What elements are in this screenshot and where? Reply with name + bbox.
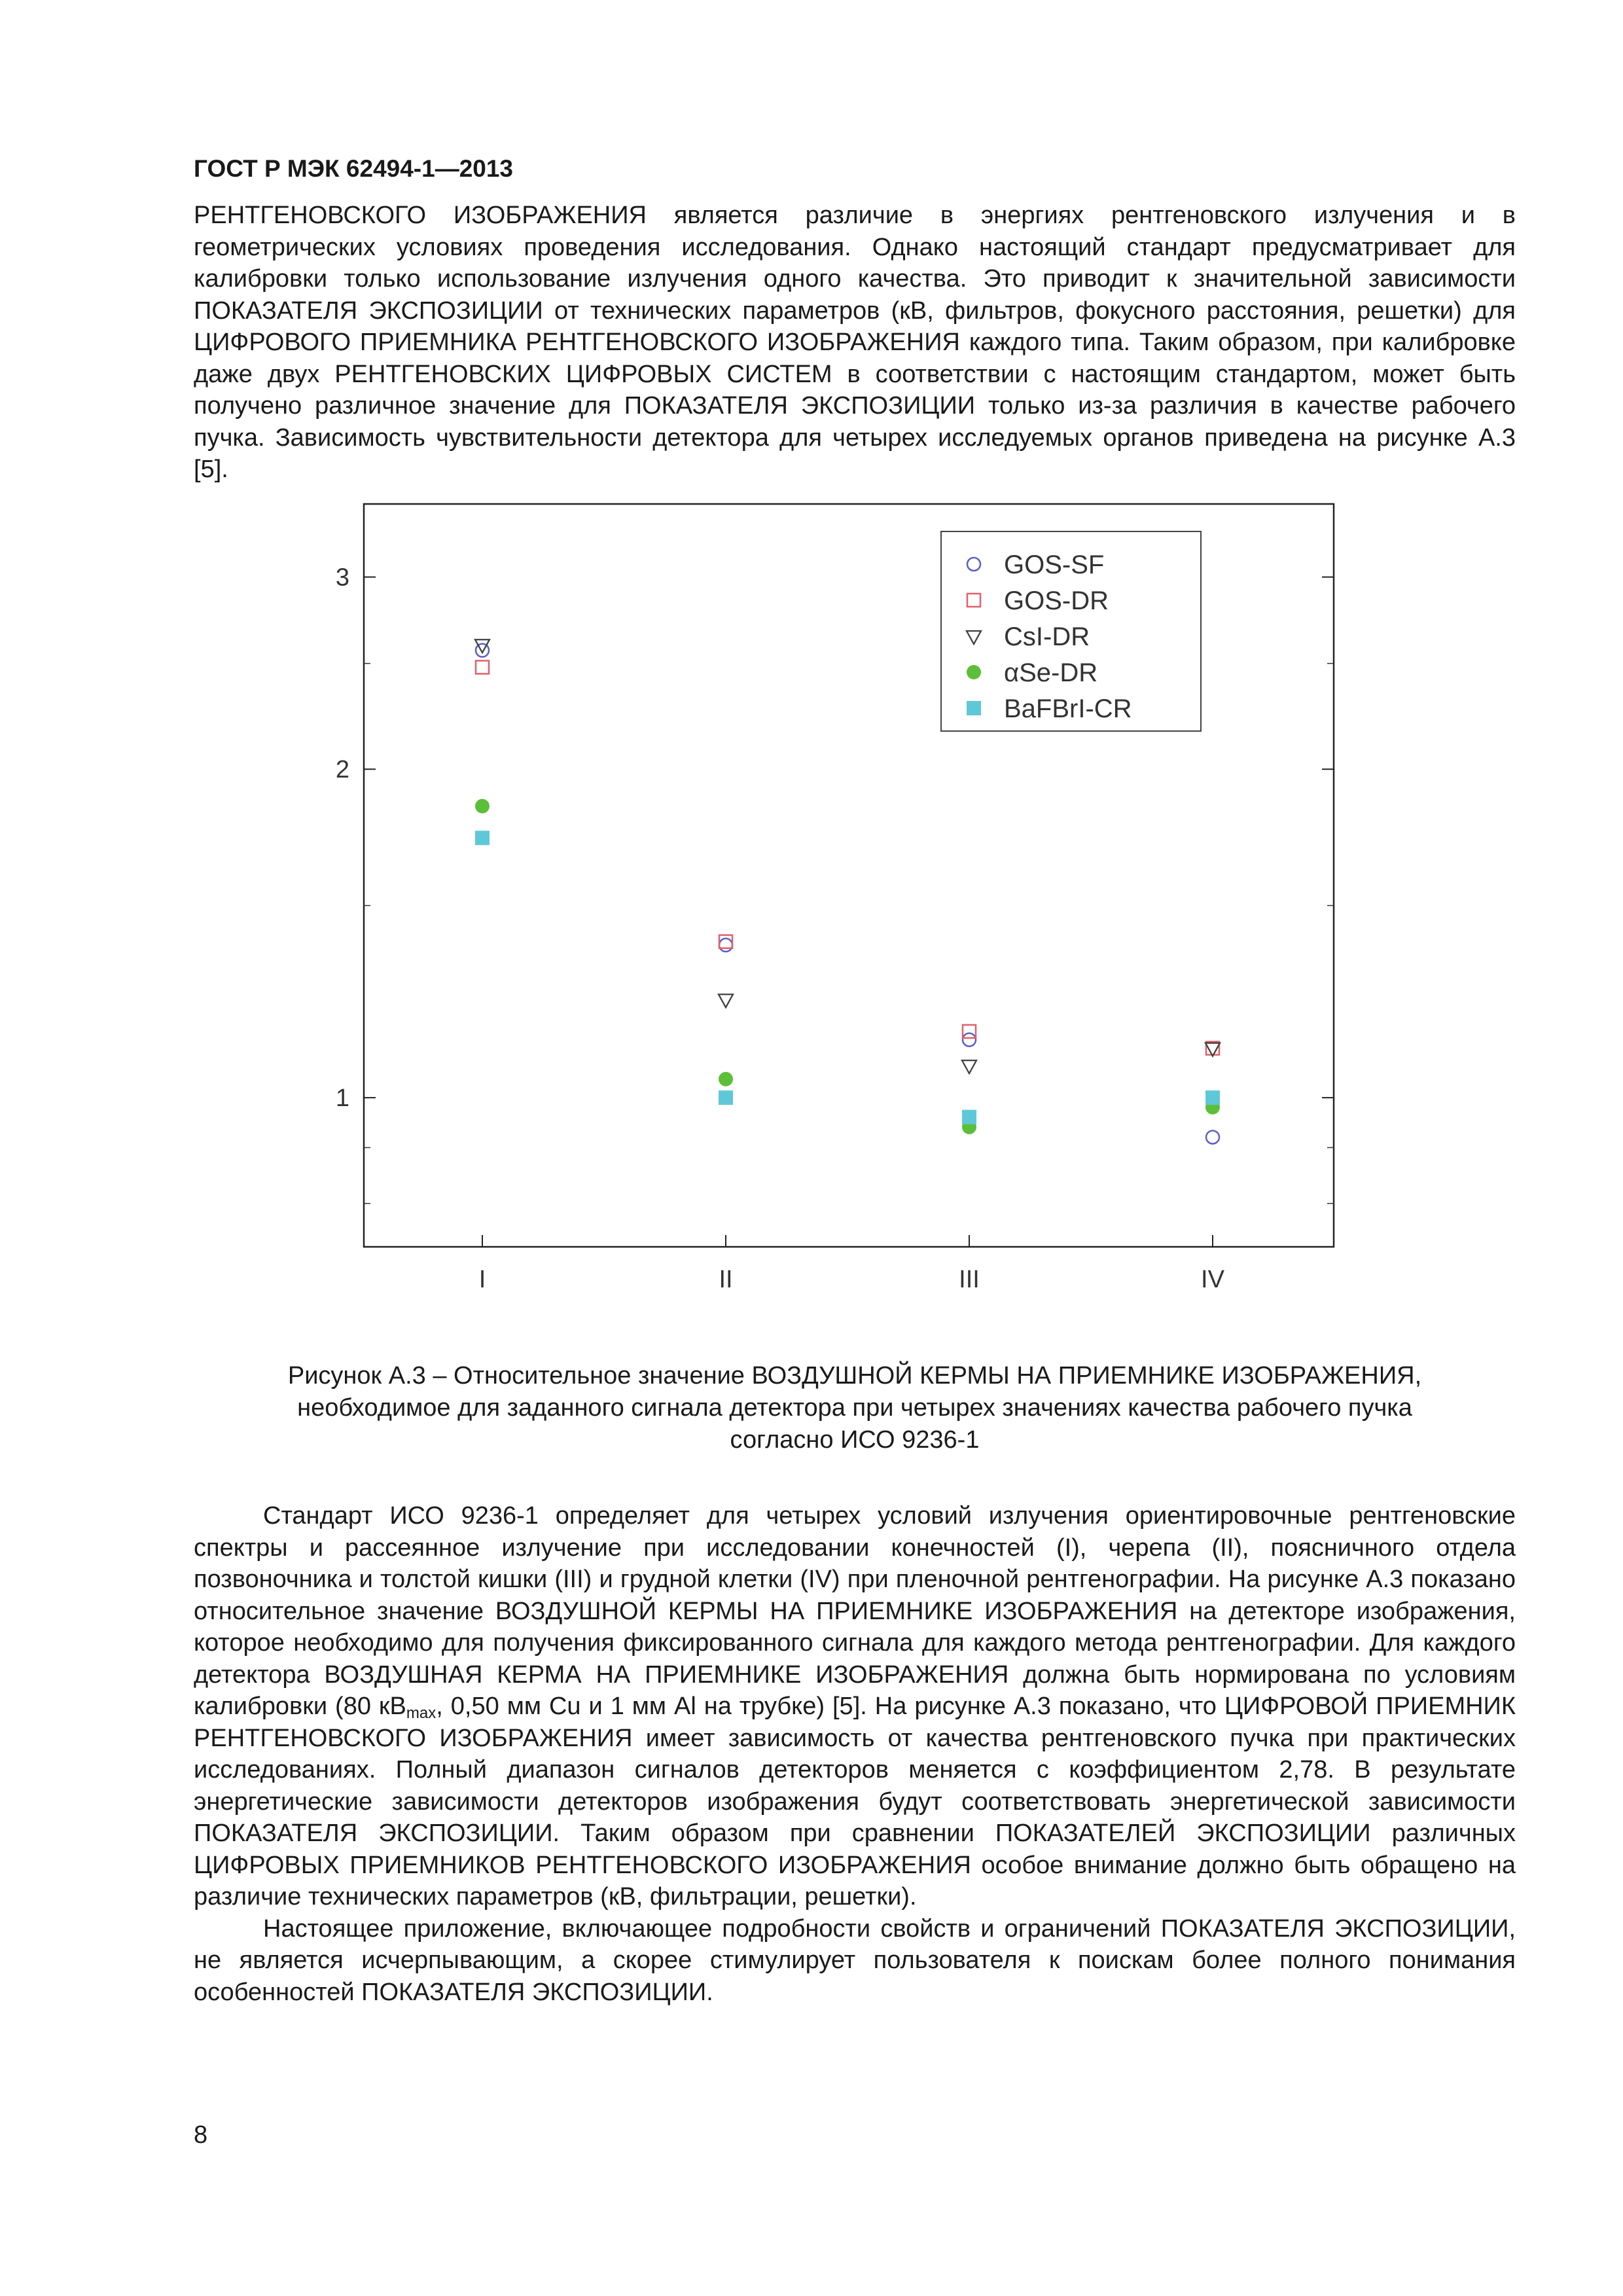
body-paragraph-1-part1: Стандарт ИСО 9236-1 определяет для четырех условий излучения ориентировочные рентгеновские спектры и рассеянное излучение при исследовании конечностей (I), черепа (II), поясничного отдела позвоночника и толстой кишки (III) и грудной клетки (IV) при пленочной рентгенографии. На рисунке А.3 показано относительное значение ВОЗДУШНОЙ КЕРМЫ НА ПРИЕМНИКЕ ИЗОБРАЖЕНИЯ на детекторе изображения, которое необходимо для получения фиксированного сигнала для каждого метода рентгенографии. Для каждого детектора ВОЗДУШНАЯ КЕРМА НА ПРИЕМНИКЕ ИЗОБРАЖЕНИЯ должна быть нормирована по условиям калибровки (80 кВ [194,1502,1516,1720]
point-gos-dr [719,935,732,948]
y-tick-label: 3 [335,564,349,592]
x-tick-label: II [719,1266,733,1293]
point--se-dr [719,1072,733,1086]
point-gos-sf [719,939,732,952]
point-gos-sf [1206,1130,1219,1143]
intro-paragraph: РЕНТГЕНОВСКОГО ИЗОБРАЖЕНИЯ является различие в энергиях рентгеновского излучения и в геометрических условиях проведения исследования. Однако настоящий стандарт предусматривает для калибровки только использование излучения одного качества. Это приводит к значительной зависимости ПОКАЗАТЕЛЯ ЭКСПОЗИЦИИ от технических параметров (кВ, фильтров, фокусного расстояния, решетки) для ЦИФРОВОГО ПРИЕМНИКА РЕНТГЕНОВСКОГО ИЗОБРАЖЕНИЯ каждого типа. Таким образом, при калибровке даже двух РЕНТГЕНОВСКИХ ЦИФРОВЫХ СИСТЕМ в соответствии с настоящим стандартом, может быть получено различное значение для ПОКАЗАТЕЛЯ ЭКСПОЗИЦИИ только из-за различия в качестве рабочего пучка. Зависимость чувствительности детектора для четырех исследуемых органов приведена на рисунке А.3 [5]. [194,202,1516,483]
document-header: ГОСТ Р МЭК 62494-1—2013 [194,155,514,182]
caption-line-2: необходимое для заданного сигнала детектора при четырех значениях качества рабочего пучка [297,1394,1412,1422]
caption-line-3: согласно ИСО 9236-1 [730,1426,980,1454]
y-tick-label: 1 [335,1085,349,1113]
point-gos-dr [476,660,489,673]
point-csi-dr [962,1060,976,1073]
legend-label: CsI-DR [1004,622,1090,651]
point-gos-sf [963,1033,976,1047]
figure-a3 [288,488,1361,1319]
body-paragraph-2: Настоящее приложение, включающее подробности свойств и ограничений ПОКАЗАТЕЛЯ ЭКСПОЗИЦИИ, не является исчерпывающим, а скорее стимулирует пользователя к поискам более полного понимания особенностей ПОКАЗАТЕЛЯ ЭКСПОЗИЦИИ. [194,1914,1516,2006]
x-tick-label: I [478,1266,486,1293]
kv-subscript: max [406,1704,437,1722]
point-csi-dr [719,994,733,1007]
caption-line-1: Рисунок А.3 – Относительное значение ВОЗДУШНОЙ КЕРМЫ НА ПРИЕМНИКЕ ИЗОБРАЖЕНИЯ, [287,1362,1422,1390]
body-text [194,1500,1516,2008]
point-bafbri-cr [719,1090,733,1105]
figure-caption [194,1360,1516,1456]
legend-marker [967,701,981,715]
x-tick-label: IV [1201,1266,1224,1293]
y-tick-label: 2 [335,756,349,784]
legend-label: BaFBrI-CR [1004,694,1132,723]
legend-label: GOS-SF [1004,550,1105,579]
point-bafbri-cr [475,831,490,845]
point--se-dr [475,799,490,814]
page-number: 8 [194,2121,208,2149]
body-paragraph-1 [194,1500,1516,1913]
point-bafbri-cr [962,1110,976,1124]
x-tick-label: III [959,1266,980,1293]
legend-marker [967,665,981,679]
legend-label: GOS-DR [1004,586,1109,615]
legend-label: αSe-DR [1004,658,1098,687]
body-paragraph-1-part2: , 0,50 мм Cu и 1 мм Al на трубке) [5]. На рисунке А.3 показано, что ЦИФРОВОЙ ПРИЕМНИК РЕНТГЕНОВСКОГО ИЗОБРАЖЕНИЯ имеет зависимость от качества рентгеновского пучка при практических исследованиях. Полный диапазон сигналов детекторов меняется с коэффициентом 2,78. В результате энергетические зависимости детекторов изображения будут соответствовать энергетической зависимости ПОКАЗАТЕЛЯ ЭКСПОЗИЦИИ. Таким образом при сравнении ПОКАЗАТЕЛЕЙ ЭКСПОЗИЦИИ различных ЦИФРОВЫХ ПРИЕМНИКОВ РЕНТГЕНОВСКОГО ИЗОБРАЖЕНИЯ особое внимание должно быть обращено на различие технических параметров (кВ, фильтрации, решетки). [194,1693,1516,1910]
point-bafbri-cr [1205,1090,1220,1105]
sensitivity-chart [288,488,1361,1319]
